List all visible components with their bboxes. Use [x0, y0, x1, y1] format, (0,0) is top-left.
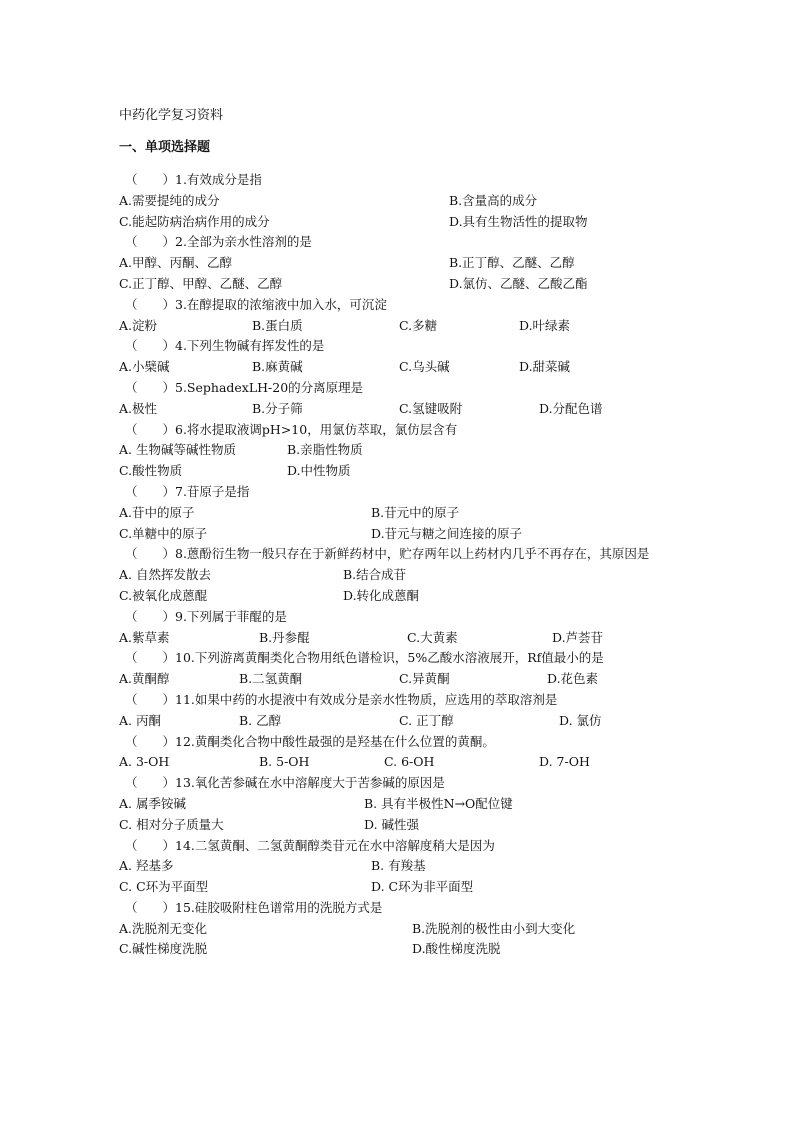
option-c: C.酸性物质 — [119, 463, 183, 479]
option-row — [119, 877, 679, 898]
question-stem: （ ）9.下列属于菲醌的是 — [125, 608, 287, 624]
option-d: D.中性物质 — [287, 463, 351, 479]
option-c: C.正丁醇、甲醇、乙醚、乙醇 — [119, 275, 283, 291]
option-d: D.氯仿、乙醚、乙酸乙酯 — [449, 275, 588, 291]
option-row — [119, 461, 679, 482]
option-b: B.二氢黄酮 — [239, 671, 303, 687]
question-stem: （ ）11.如果中药的水提液中有效成分是亲水性物质，应选用的萃取溶剂是 — [125, 691, 558, 707]
option-a: A.小檗碱 — [119, 359, 170, 375]
question-stem: （ ）13.氧化苦参碱在水中溶解度大于苦参碱的原因是 — [125, 775, 445, 791]
document-title: 中药化学复习资料 — [119, 108, 224, 123]
option-b: B.亲脂性物质 — [287, 442, 363, 458]
question-stem: （ ）5.SephadexLH-20的分离原理是 — [125, 379, 364, 395]
question-stem: （ ）6.将水提取液调pH>10，用氯仿萃取，氯仿层含有 — [125, 421, 458, 437]
option-c: C.碱性梯度洗脱 — [119, 941, 208, 957]
option-a: A.黄酮醇 — [119, 671, 170, 687]
option-row — [119, 919, 679, 940]
option-c: C. 相对分子质量大 — [119, 816, 224, 832]
option-row — [119, 357, 679, 378]
option-b: B. 具有半极性N→O配位键 — [364, 795, 513, 811]
option-b: B.苷元中的原子 — [371, 504, 460, 520]
option-c: C. C环为平面型 — [119, 879, 209, 895]
section-heading: 一、单项选择题 — [119, 140, 211, 155]
option-a: A. 属季铵碱 — [119, 795, 186, 811]
option-d: D.甜菜碱 — [519, 359, 571, 375]
option-row — [119, 503, 679, 524]
option-b: B. 5-OH — [259, 754, 310, 770]
option-a: A. 丙酮 — [119, 712, 161, 728]
option-row — [119, 440, 679, 461]
option-c: C.被氧化成蒽醌 — [119, 587, 208, 603]
option-row — [119, 815, 679, 836]
option-row — [119, 669, 679, 690]
option-a: A. 自然挥发散去 — [119, 567, 211, 583]
option-a: A. 生物碱等碱性物质 — [119, 442, 236, 458]
option-a: A.需要提纯的成分 — [119, 192, 220, 208]
option-b: B.分子筛 — [252, 400, 303, 416]
option-d: D.酸性梯度洗脱 — [412, 941, 501, 957]
question-stem: （ ）14.二氢黄酮、二氢黄酮醇类苷元在水中溶解度稍大是因为 — [125, 837, 495, 853]
option-row — [119, 316, 679, 337]
option-d: D. 7-OH — [539, 754, 590, 770]
option-a: A. 羟基多 — [119, 858, 174, 874]
option-b: B. 乙醇 — [239, 712, 282, 728]
option-row — [119, 253, 679, 274]
option-a: A.极性 — [119, 400, 158, 416]
question-stem: （ ）4.下列生物碱有挥发性的是 — [125, 338, 325, 354]
question-stem: （ ）8.蒽酚衍生物一般只存在于新鲜药材中，贮存两年以上药材内几乎不再存在，其原因是 — [125, 546, 650, 562]
option-row — [119, 939, 679, 960]
option-c: C.单糖中的原子 — [119, 525, 208, 541]
option-a: A.甲醇、丙酮、乙醇 — [119, 255, 233, 271]
option-row — [119, 565, 679, 586]
option-a: A.苷中的原子 — [119, 504, 195, 520]
question-stem: （ ）12.黄酮类化合物中酸性最强的是羟基在什么位置的黄酮。 — [125, 733, 495, 749]
option-row — [119, 191, 679, 212]
option-row — [119, 399, 679, 420]
option-a: A.紫草素 — [119, 629, 170, 645]
option-d: D.叶绿素 — [519, 317, 571, 333]
question-stem: （ ）3.在醇提取的浓缩液中加入水，可沉淀 — [125, 296, 387, 312]
option-d: D.转化成蒽酮 — [343, 587, 420, 603]
option-b: B.麻黄碱 — [252, 359, 303, 375]
option-b: B.结合成苷 — [343, 567, 407, 583]
question-list — [119, 170, 679, 960]
option-row — [119, 586, 679, 607]
option-row — [119, 794, 679, 815]
question-stem: （ ）1.有效成分是指 — [125, 172, 262, 187]
option-row — [119, 628, 679, 649]
document-page — [119, 106, 679, 960]
option-b: B. 有羧基 — [371, 858, 426, 874]
option-row — [119, 524, 679, 545]
option-c: C.多糖 — [399, 317, 438, 333]
option-a: A.洗脱剂无变化 — [119, 920, 208, 936]
option-a: A.淀粉 — [119, 317, 158, 333]
option-c: C. 6-OH — [384, 754, 435, 770]
option-c: C.能起防病治病作用的成分 — [119, 213, 270, 229]
question-stem: （ ）10.下列游离黄酮类化合物用纸色谱检识，5%乙酸水溶液展开，Rf值最小的是 — [125, 650, 604, 666]
option-d: D.具有生物活性的提取物 — [449, 213, 588, 229]
option-c: C.异黄酮 — [399, 671, 450, 687]
option-d: D.芦荟苷 — [552, 629, 604, 645]
option-d: D.分配色谱 — [539, 400, 603, 416]
option-d: D.花色素 — [547, 671, 599, 687]
option-row — [119, 711, 679, 732]
option-b: B.含量高的成分 — [449, 192, 538, 208]
option-a: A. 3-OH — [119, 754, 170, 770]
option-c: C. 正丁醇 — [399, 712, 454, 728]
option-c: C.大黄素 — [407, 629, 458, 645]
option-c: C.氢键吸附 — [399, 400, 463, 416]
question-stem: （ ）7.苷原子是指 — [125, 483, 250, 499]
option-row — [119, 274, 679, 295]
option-row — [119, 856, 679, 877]
option-c: C.乌头碱 — [399, 359, 450, 375]
option-d: D. 碱性强 — [364, 816, 420, 832]
option-b: B.丹参醌 — [259, 629, 310, 645]
option-d: D. C环为非平面型 — [371, 879, 474, 895]
option-d: D. 氯仿 — [559, 712, 602, 728]
option-row — [119, 212, 679, 233]
question-stem: （ ）15.硅胶吸附柱色谱常用的洗脱方式是 — [125, 899, 383, 915]
option-b: B.洗脱剂的极性由小到大变化 — [412, 920, 576, 936]
option-b: B.蛋白质 — [252, 317, 303, 333]
question-stem: （ ）2.全部为亲水性溶剂的是 — [125, 234, 312, 250]
option-row — [119, 752, 679, 773]
option-b: B.正丁醇、乙醚、乙醇 — [449, 255, 575, 271]
option-d: D.苷元与糖之间连接的原子 — [371, 525, 523, 541]
